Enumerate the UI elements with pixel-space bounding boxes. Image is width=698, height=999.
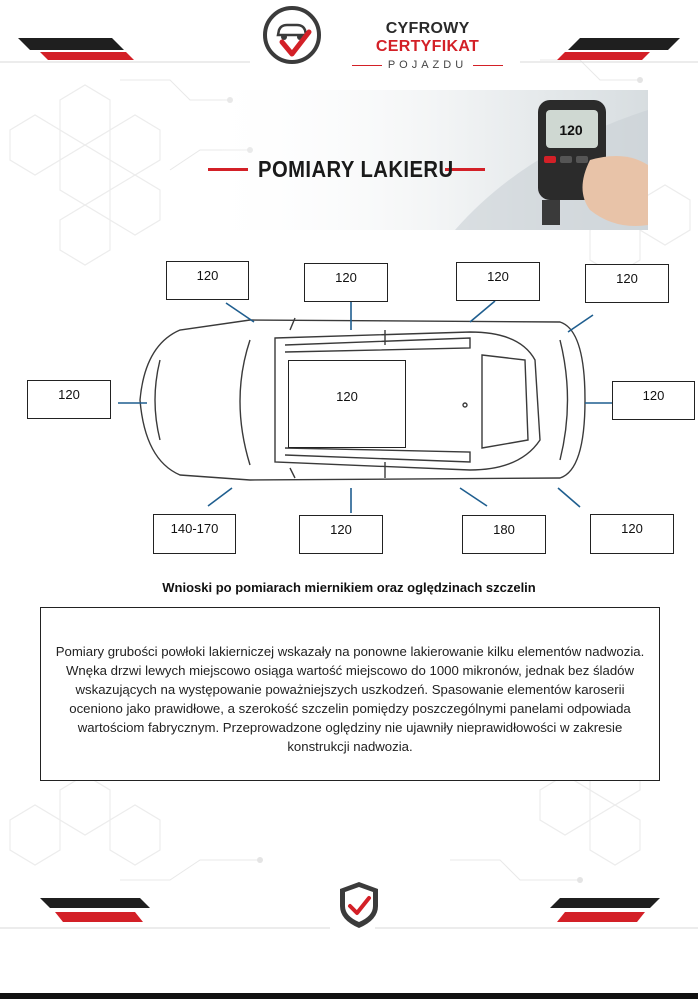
- conclusions-box: [40, 607, 660, 781]
- measurement-rear-right-bottom: 120: [590, 514, 674, 554]
- footer-stripes: [0, 870, 698, 950]
- measurement-rear-right-top: 120: [585, 264, 669, 303]
- brand-subtitle: POJAZDU: [340, 59, 515, 71]
- measurement-rear-door-top: 120: [456, 262, 540, 301]
- gauge-reading: 120: [559, 122, 583, 138]
- measurement-front-door-bottom: 120: [299, 515, 383, 554]
- brand: [340, 20, 515, 71]
- footer: [0, 870, 698, 950]
- brand-word-2: CERTYFIKAT: [375, 38, 480, 55]
- conclusions-title: Wnioski po pomiarach miernikiem oraz oględzinach szczelin: [162, 580, 536, 595]
- header: [0, 0, 698, 70]
- hero-title-line-left: [208, 168, 248, 171]
- brand-title: [340, 20, 515, 56]
- bottom-bar: [0, 993, 698, 999]
- measurement-front-left-bottom: 140-170: [153, 514, 236, 554]
- conclusions-text: Pomiary grubości powłoki lakierniczej wskazały na ponowne lakierowanie kilku elementów nadwozia. Wnęka drzwi lewych miejscowo osiąga wartość miejscowo do 1000 mikronów, jednak bez śladów wskazujących na występowanie poważniejszych uszkodzeń. Spasowanie elementów karoserii oceniono jako prawidłowe, a szerokość szczelin pomiędzy poszczególnymi panelami odpowiada wartościom fabrycznym. Przeprowadzone oględziny nie ujawniły nieprawidłowości w zakresie konstrukcji nadwozia.: [55, 644, 645, 754]
- car-shield-check-icon: [267, 10, 317, 60]
- shield-check-icon: [340, 882, 378, 928]
- measurement-hood-front: 120: [27, 380, 111, 419]
- measurement-front-left-top: 120: [166, 261, 249, 300]
- measurement-trunk-rear: 120: [612, 381, 695, 420]
- logo: [263, 6, 321, 64]
- measurement-rear-door-bottom: 180: [462, 515, 546, 554]
- measurement-roof: 120: [288, 360, 406, 448]
- brand-word-1: CYFROWY: [385, 20, 470, 37]
- measurement-front-door-top: 120: [304, 263, 388, 302]
- page-title: POMIARY LAKIERU: [258, 156, 454, 182]
